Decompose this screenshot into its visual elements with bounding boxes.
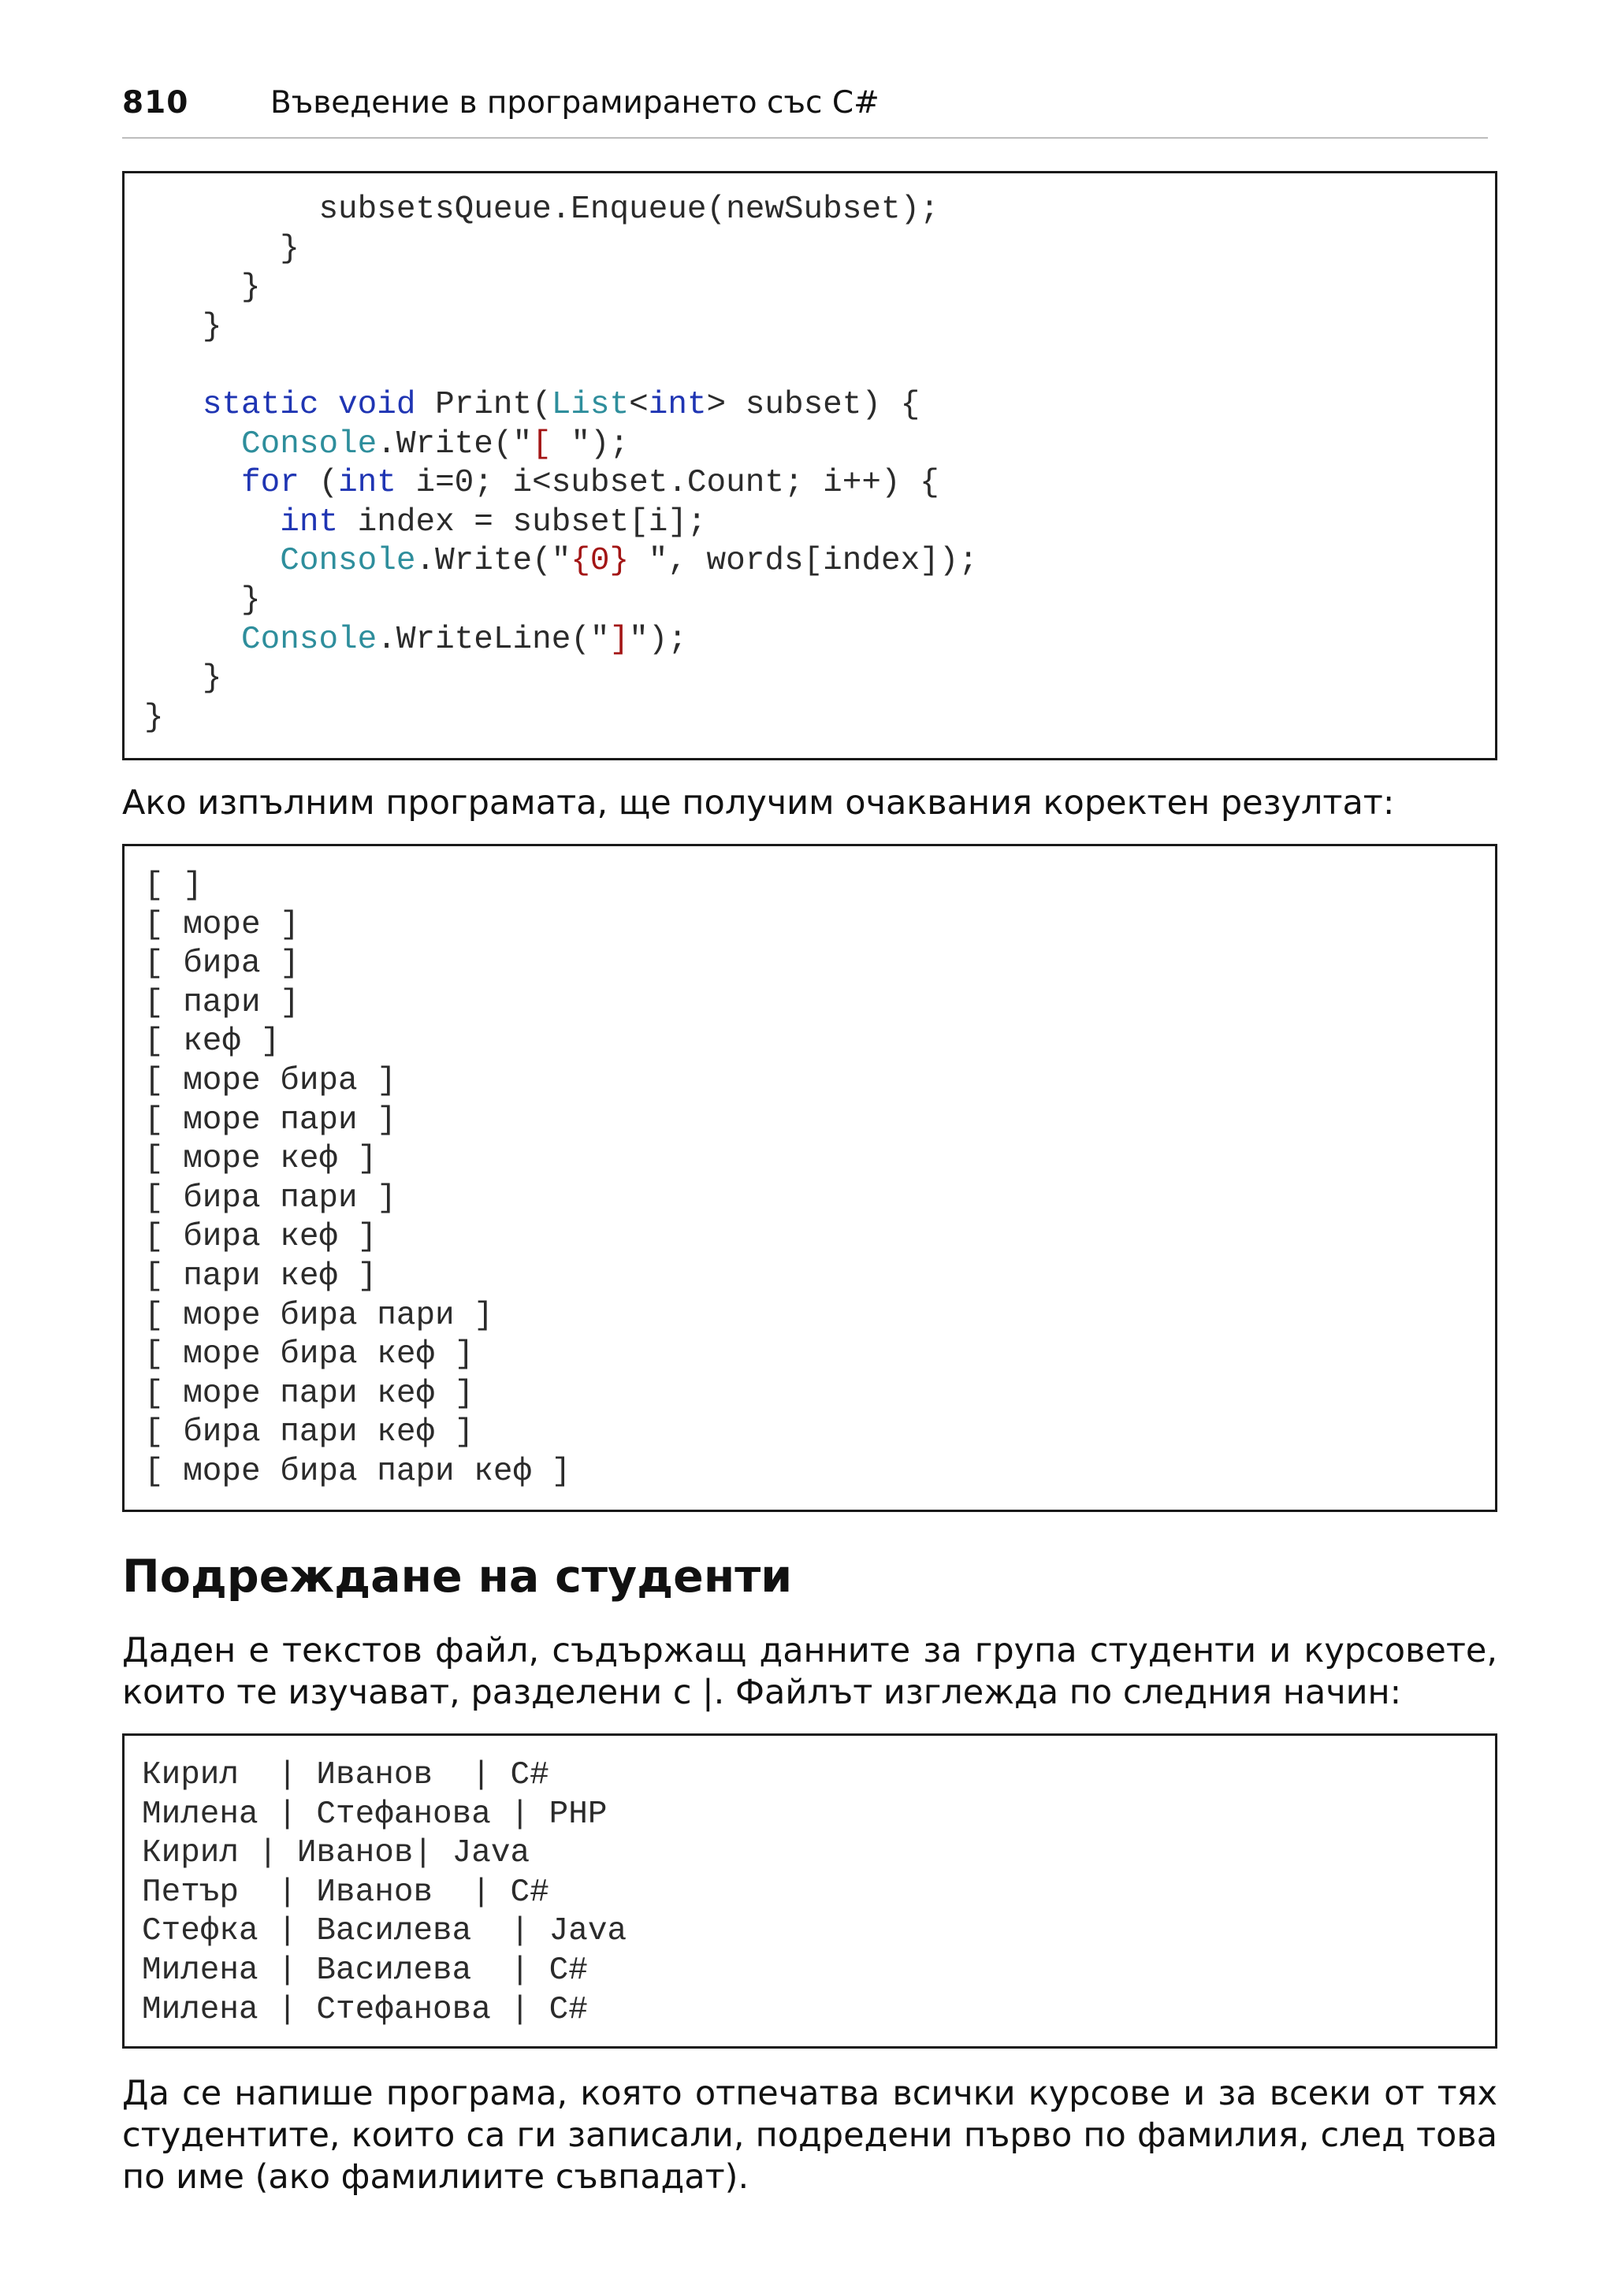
code-line: Console.Write("{0} ", words[index]); [280, 543, 978, 580]
data-line: Милена | Стефанова | PHP [142, 1796, 608, 1833]
code-line: Console.Write("[ "); [241, 425, 630, 463]
paragraph-line: Да се напише програма, която отпечатва всички курсове и за всеки от тях [122, 2074, 1497, 2113]
output-line: [ море ] [144, 906, 299, 943]
output-line: [ пари ] [144, 984, 299, 1021]
data-line: Милена | Василева | C# [142, 1952, 588, 1989]
data-line: Кирил | Иванов | C# [142, 1757, 549, 1793]
output-block [122, 844, 1497, 1512]
output-line: [ пари кеф ] [144, 1258, 377, 1295]
code-line: } [280, 230, 299, 267]
output-line: [ бира пари кеф ] [144, 1414, 474, 1451]
code-line: for (int i=0; i<subset.Count; i++) { [241, 465, 939, 502]
output-line: [ бира ] [144, 946, 299, 983]
output-line: [ море бира кеф ] [144, 1336, 474, 1373]
output-line: [ море пари кеф ] [144, 1375, 474, 1412]
paragraph-line: студентите, които са ги записали, подредени първо по фамилия, след това [122, 2116, 1497, 2155]
output-line: [ море бира пари кеф ] [144, 1453, 571, 1490]
code-line: int index = subset[i]; [280, 503, 707, 541]
output-line: [ море бира ] [144, 1062, 396, 1099]
output-line: [ кеф ] [144, 1024, 281, 1061]
code-line: } [241, 269, 261, 307]
data-line: Милена | Стефанова | C# [142, 1991, 588, 2028]
output-line: [ бира пари ] [144, 1180, 396, 1217]
code-block [122, 171, 1497, 760]
data-line: Петър | Иванов | C# [142, 1874, 549, 1911]
task-paragraph [122, 2073, 1497, 2198]
output-line: [ море пари ] [144, 1102, 396, 1139]
code-line: } [241, 581, 261, 619]
output-line: [ ] [144, 868, 203, 904]
code-listing [144, 191, 978, 737]
section-heading: Подреждане на студенти [122, 1551, 793, 1603]
output-line: [ бира кеф ] [144, 1219, 377, 1256]
code-line: Console.WriteLine("]"); [241, 621, 687, 658]
paragraph-line: по име (ако фамилиите съвпадат). [122, 2157, 749, 2197]
code-line: } [144, 699, 164, 736]
intro-paragraph: Ако изпълним програмата, ще получим очаквания коректен резултат: [122, 783, 1395, 823]
code-line: } [202, 660, 222, 697]
description-paragraph [122, 1630, 1497, 1714]
output-line: [ море кеф ] [144, 1141, 377, 1178]
book-title: Въведение в програмирането със C# [270, 85, 880, 121]
output-line: [ море бира пари ] [144, 1297, 493, 1334]
paragraph-line: които те изучават, разделени с |. Файлът изглежда по следния начин: [122, 1673, 1402, 1712]
data-line: Кирил | Иванов| Java [142, 1835, 530, 1872]
code-line: static void Print(List<int> subset) { [202, 386, 920, 423]
page-header [122, 79, 1488, 139]
code-line: } [202, 308, 222, 345]
page-number: 810 [122, 85, 189, 121]
paragraph-line: Даден е текстов файл, съдържащ данните за група студенти и курсовете, [122, 1631, 1497, 1670]
data-line: Стефка | Василева | Java [142, 1913, 627, 1950]
data-listing [142, 1756, 627, 2030]
output-listing [144, 867, 571, 1492]
code-line: subsetsQueue.Enqueue(newSubset); [318, 191, 939, 228]
data-file-block [122, 1733, 1497, 2049]
